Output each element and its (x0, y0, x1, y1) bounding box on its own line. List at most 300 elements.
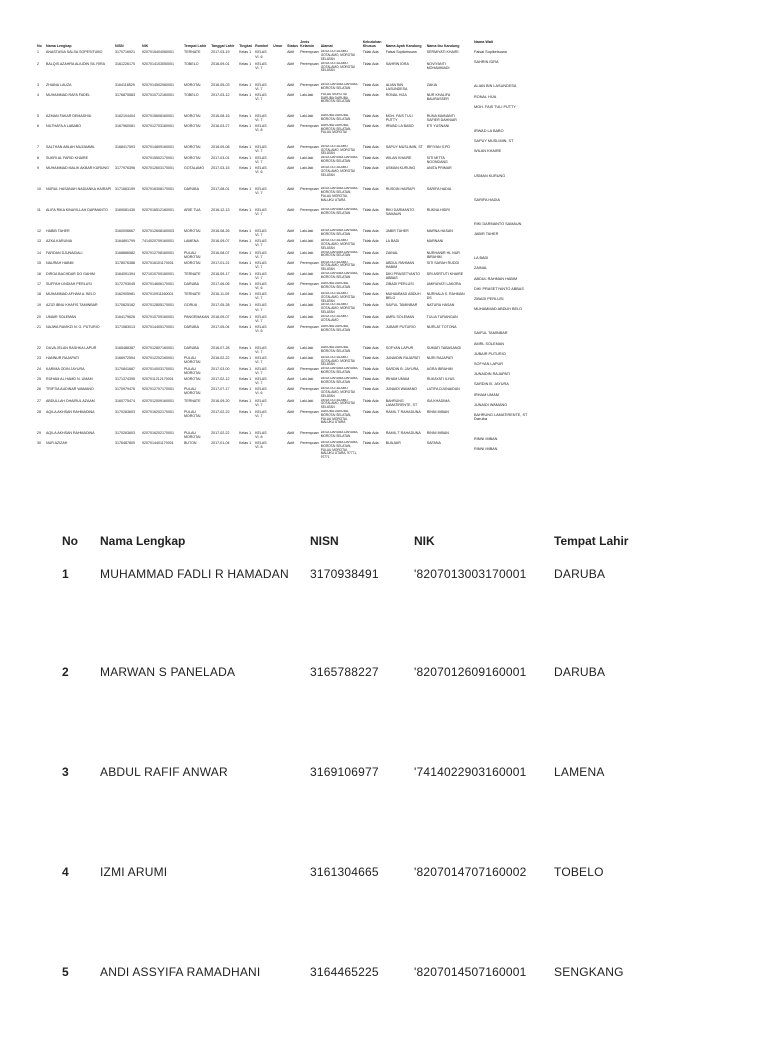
cell-nama: NUR AZIZAH (46, 440, 68, 445)
col-no: No (37, 44, 42, 49)
wali-entry (474, 70, 554, 84)
cell-nama-ayah: BUAJAIR (385, 440, 401, 445)
cell-jenis-kelamin: Laki-laki (300, 271, 314, 276)
cell-tanggal-lahir: 2017-02-12 (211, 377, 230, 382)
cell-alamat: DESA GOTALAMO GOTALAMO (320, 314, 348, 322)
cell-nama-ayah: SAHRIN IDRA (385, 61, 409, 66)
cell-umur (272, 187, 286, 208)
cell-kebutuhan-khusus: Tidak Ada (362, 156, 379, 161)
cell-status: Aktif (287, 303, 295, 308)
student-row (36, 208, 468, 229)
cell-no: 14 (37, 250, 41, 255)
zoom-col-nik: NIK (414, 534, 435, 548)
cell-status: Aktif (287, 123, 295, 128)
cell-status: Aktif (287, 61, 295, 66)
student-table-header (36, 40, 468, 50)
cell-tanggal-lahir: 2017-05-28 (211, 303, 230, 308)
cell-tingkat: Kelas 1 (239, 398, 252, 403)
cell-tanggal-lahir: 2017-05-04 (211, 324, 230, 329)
student-row (36, 62, 468, 83)
cell-nisn: 3171663199 (115, 187, 135, 192)
student-row (36, 325, 468, 346)
cell-nama: AQILA AKHSAN RAHMADINA (46, 430, 95, 435)
cell-tanggal-lahir: 2017-01-21 (211, 260, 230, 265)
cell-status: Aktif (287, 156, 295, 161)
cell-status: Aktif (287, 229, 295, 234)
cell-rombel: KELAS VI. 7 (255, 61, 267, 70)
cell-rombel: KELAS VI. 7 (255, 208, 267, 217)
cell-tanggal-lahir: 2017-01-04 (211, 440, 230, 445)
cell-no: 17 (37, 281, 41, 286)
cell-jenis-kelamin: Laki-laki (300, 250, 314, 255)
wali-entry (474, 242, 554, 256)
cell-nisn: 3166972594 (115, 355, 135, 360)
col-status: Status (287, 44, 299, 49)
student-row (36, 93, 468, 114)
cell-umur (272, 124, 286, 145)
cell-status: Aktif (287, 387, 295, 392)
cell-nama: SUFFAH LINDIAH PERLUSI (46, 281, 92, 286)
cell-no: 1 (37, 50, 39, 55)
cell-nama-ayah: JUNAIDIN RAJAPATI (385, 355, 420, 360)
cell-no: 28 (37, 409, 41, 414)
cell-no: 29 (37, 430, 41, 435)
cell-umur (272, 251, 286, 261)
cell-kebutuhan-khusus: Tidak Ada (362, 430, 379, 435)
cell-tanggal-lahir: 2016-09-07 (211, 314, 230, 319)
cell-alamat: DESA GOTALAMO GOTALAMO, MOROTAI SELATAN (320, 144, 355, 156)
cell-alamat: DESA DARUBA DARUBA, MOROTAI SELATAN (320, 208, 359, 215)
cell-umur (272, 93, 286, 114)
cell-nama-ibu: RINNI IMBAN (426, 430, 449, 435)
cell-status: Aktif (287, 377, 295, 382)
cell-tanggal-lahir: 2016-08-07 (211, 250, 230, 255)
student-row (36, 315, 468, 325)
cell-nik: 9207012708160001 (142, 250, 174, 255)
zoom-cell-nik: '8207014707160002 (414, 865, 527, 879)
cell-nik: 9207012608160003 (142, 229, 174, 234)
cell-alamat: DESA DARUBA DARUBA, MOROTAI SELATAN (320, 156, 359, 163)
cell-jenis-kelamin: Perempuan (300, 144, 319, 149)
cell-tanggal-lahir: 2016-11-09 (211, 291, 230, 296)
cell-alamat: DESA DARUBA DARUBA, MOROTAI SELATAN (320, 229, 359, 236)
cell-nama: TRIFTIA AUDINAR WAMANO (46, 387, 94, 392)
cell-alamat: DESA GOTALAMO GOTALAMO, MOROTAI SELATAN (320, 166, 355, 177)
cell-alamat: DESA DARUBA DARUBA, MOROTAI SELATAN (320, 250, 359, 258)
cell-jenis-kelamin: Perempuan (300, 208, 319, 213)
cell-tempat-lahir: MOROTAI (184, 144, 201, 149)
cell-jenis-kelamin: Laki-laki (300, 113, 314, 118)
cell-nama: UMAIR SOLEMAN (46, 314, 77, 319)
cell-nama-ibu: TULIA TURANGAN (426, 314, 458, 319)
cell-nisn: 3160775474 (115, 398, 135, 403)
cell-nama-ayah: WILAN KHAIRE (385, 156, 412, 161)
cell-tanggal-lahir: 2017-08-01 (211, 187, 230, 192)
cell-tanggal-lahir: 2017-03-01 (211, 156, 230, 161)
cell-tempat-lahir: DARUBA (184, 187, 199, 192)
cell-kebutuhan-khusus: Tidak Ada (362, 409, 379, 414)
wali-entry: IRWAD LA BABO (474, 128, 504, 133)
cell-tempat-lahir: PULAU MOROTAI (184, 409, 201, 419)
cell-no: 16 (37, 271, 41, 276)
cell-kebutuhan-khusus: Tidak Ada (362, 187, 379, 192)
cell-rombel: KELAS VI. 8 (255, 430, 267, 440)
cell-jenis-kelamin: Perempuan (300, 324, 319, 329)
cell-nama-ibu: RUNA MAINANTI SAFIER DAHNIAR (426, 113, 457, 122)
cell-nama-ayah: SARDIN B. JAYURA (385, 367, 419, 372)
cell-alamat: DESA GOTALAMO GOTALAMO, MOROTAI SELATAN (320, 355, 355, 367)
cell-kebutuhan-khusus: Tidak Ada (362, 387, 379, 392)
cell-tempat-lahir: DARUBA (184, 281, 199, 286)
zoom-cell-nama: MUHAMMAD FADLI R HAMADAN (100, 567, 289, 581)
wali-entry: WILAN KHAIRE (474, 149, 502, 154)
cell-no: 13 (37, 239, 41, 244)
cell-nisn: 3165488387 (115, 345, 135, 350)
student-table-body (36, 50, 468, 475)
cell-nama-ibu: SARIFA HADIA (426, 187, 452, 192)
cell-alamat: DESA GOTALAMO GOTALAMO, MOROTAI SELATAN (320, 291, 355, 303)
cell-status: Aktif (287, 239, 295, 244)
wali-entry: SAPUY MUSLIMIN, ST (474, 139, 514, 144)
cell-jenis-kelamin: Perempuan (300, 50, 319, 55)
cell-nik: 9207011212170001 (142, 377, 174, 382)
zoom-cell-nisn: 3164465225 (310, 965, 379, 979)
zoom-cell-nisn: 3169106977 (310, 765, 379, 779)
cell-tingkat: Kelas 1 (239, 430, 252, 435)
cell-no: 20 (37, 314, 41, 319)
cell-alamat: DESA DARUBA DARUBA, MOROTAI SELATAN (320, 82, 359, 90)
zoom-cell-no: 4 (62, 865, 69, 879)
cell-alamat: DESA DARUBA DARUBA, MOROTAI SELATAN (320, 367, 359, 374)
student-row (36, 166, 468, 187)
student-row (36, 292, 468, 303)
cell-tingkat: Kelas 1 (239, 144, 252, 149)
zoomed-table-section (0, 525, 768, 1061)
student-row (36, 399, 468, 410)
cell-alamat: PULAU MOROTAI DARUBA DARUBA, MOROTAI SELATAN (320, 92, 351, 104)
cell-nama-ibu: SAFANA (426, 440, 441, 445)
cell-umur (272, 315, 286, 325)
student-row (36, 272, 468, 282)
cell-rombel: KELAS VI. 6 (255, 387, 267, 396)
cell-nama: AZIZI IBNU KHAFIS TAMINBAR (46, 303, 98, 308)
cell-no: 5 (37, 113, 39, 118)
zoom-cell-nik: '8207012609160001 (414, 665, 527, 679)
cell-nama-ayah: SAIFUL TAMINBAR (385, 303, 418, 308)
cell-nama-ayah: RIKI DARMANTO SAMAUN (385, 208, 415, 217)
cell-nama: MUHAMMAD AFHAM A. BELO (46, 291, 96, 296)
cell-tempat-lahir: PULAU MOROTAI (184, 367, 201, 376)
cell-jenis-kelamin: Laki-laki (300, 92, 314, 97)
wali-entry: RINNI IMBAN (474, 447, 498, 452)
cell-tingkat: Kelas 1 (239, 239, 252, 244)
wali-header: Nama Wali (474, 40, 494, 44)
cell-jenis-kelamin: Perempuan (300, 387, 319, 392)
cell-nama: MUHAMMAD MALIK AKBAR KURUNG (46, 166, 109, 171)
cell-no: 8 (37, 156, 39, 161)
cell-tempat-lahir: PULAU MOROTAI (184, 250, 201, 259)
cell-rombel: KELAS VI. 7 (255, 314, 267, 323)
cell-nisn: 3162104404 (115, 113, 135, 118)
cell-nama: SALTHAN ABLAH MUZAMMIL (46, 144, 96, 149)
cell-rombel: KELAS VI. 7 (255, 229, 267, 238)
cell-alamat: DARUBA DARUBA, MOROTAI SELATAN (320, 345, 351, 353)
student-row (36, 282, 468, 292)
wali-entry: IRHAM UMAM (474, 392, 499, 397)
cell-kebutuhan-khusus: Tidak Ada (362, 144, 379, 149)
cell-tingkat: Kelas 1 (239, 324, 252, 329)
cell-nisn: 3168886582 (115, 250, 135, 255)
student-row (36, 50, 468, 61)
cell-nama-ayah: JABIR TAHER (385, 229, 409, 234)
cell-alamat: DESA DARUBA DARUBA, MOROTAI SELATAN (320, 271, 359, 279)
cell-jenis-kelamin: Perempuan (300, 187, 319, 192)
zoom-cell-nama: ABDUL RAFIF ANWAR (100, 765, 228, 779)
cell-nama-ayah: JUNAIDI WAMANO (385, 387, 418, 392)
cell-tingkat: Kelas 1 (239, 61, 252, 66)
cell-nik: 9207014502060001 (142, 82, 174, 87)
cell-rombel: KELAS VI. 6 (255, 50, 267, 59)
cell-jenis-kelamin: Perempuan (300, 367, 319, 372)
cell-nik: 9207014103050001 (142, 61, 174, 66)
cell-tingkat: Kelas 1 (239, 303, 252, 308)
wali-entry: MOH. FAIS TULI PUTTY (474, 104, 516, 109)
wali-entry (474, 160, 554, 174)
cell-umur (272, 325, 286, 346)
cell-nik: 9207012707170001 (142, 387, 174, 392)
wali-entry: DIKI PRASETYANTO ABBAS (474, 286, 524, 291)
cell-nama: BALQIS AZAHRA ALIUDIN SIL RIRA (46, 61, 105, 66)
cell-umur (272, 229, 286, 239)
cell-rombel: KELAS VI. 7 (255, 367, 267, 376)
cell-rombel: KELAS VI. 7 (255, 355, 267, 364)
cell-tempat-lahir: TOBELO (184, 61, 199, 66)
cell-tanggal-lahir: 2016-02-22 (211, 355, 230, 360)
wali-entry: ALIAN BIN LASUNDESA (474, 84, 517, 89)
cell-rombel: KELAS VI. 7 (255, 260, 267, 269)
cell-status: Aktif (287, 291, 295, 296)
cell-umur (272, 346, 286, 356)
wali-entry: ZIBADI PERLUSI (474, 297, 504, 301)
cell-rombel: KELAS VI. 7 (255, 303, 267, 312)
cell-kebutuhan-khusus: Tidak Ada (362, 166, 379, 171)
cell-nama: ALIFA RIKA KINAYILLAH DARMANTO (46, 208, 108, 213)
wali-entry: USMAN KURUNG (474, 173, 506, 178)
cell-tempat-lahir: TERNATE (184, 50, 201, 55)
cell-rombel: KELAS VI. 6 (255, 166, 267, 175)
cell-nama: ABDULLAH DHAIRUL AZAAM (46, 398, 95, 403)
cell-alamat: DARUBA DARUBA, MOROTAI SELATAN, PULAU MOROTAI (320, 123, 352, 135)
cell-kebutuhan-khusus: Tidak Ada (362, 82, 379, 87)
cell-kebutuhan-khusus: Tidak Ada (362, 208, 379, 213)
cell-tingkat: Kelas 1 (239, 271, 252, 276)
cell-kebutuhan-khusus: Tidak Ada (362, 345, 379, 350)
cell-tingkat: Kelas 1 (239, 156, 252, 161)
cell-rombel: KELAS VI. 7 (255, 271, 267, 281)
cell-alamat: DARUBA DARUBA, MOROTAI SELATAN (320, 324, 351, 332)
cell-status: Aktif (287, 398, 295, 403)
zoomed-table-row (62, 557, 762, 661)
cell-nama-ayah: ABDUL RAHMAN HABIM (385, 260, 415, 269)
cell-nik: 9271010709160001 (142, 271, 174, 276)
cell-nisn: 3160006667 (115, 229, 135, 234)
cell-nama-ibu: AGRA IBRAHIM (426, 367, 453, 372)
cell-kebutuhan-khusus: Tidak Ada (362, 250, 379, 255)
cell-jenis-kelamin: Laki-laki (300, 166, 314, 171)
wali-entry: MUHAMMAD ABDUH BELO (474, 307, 523, 312)
zoomed-table-header (62, 525, 762, 557)
zoom-cell-nisn: 3161304665 (310, 865, 379, 879)
cell-tempat-lahir: ARIE TUA (184, 208, 201, 213)
student-row (36, 356, 468, 367)
cell-alamat: DESA DARUBA DARUBA, MOROTAI SELATAN, PULAU MOROTAI, MALUKU UTARA, 97771, 97771 (320, 440, 359, 460)
cell-tingkat: Kelas 1 (239, 440, 252, 445)
cell-jenis-kelamin: Perempuan (300, 61, 319, 66)
cell-jenis-kelamin: Perempuan (300, 260, 319, 265)
cell-nik: 9207010709160001 (142, 314, 174, 319)
cell-nisn: 3170625182 (115, 303, 135, 308)
cell-nama: AZMAN FAKAR DEMASHIU (46, 113, 92, 118)
zoom-col-nama-lengkap: Nama Lengkap (100, 534, 186, 548)
cell-nama: NURUL HASANAH NADIANKA HAIRAPI (46, 187, 112, 192)
cell-no: 19 (37, 303, 41, 308)
cell-rombel: KELAS VI. 8 (255, 440, 267, 450)
cell-nisn: 3177976396 (115, 166, 135, 171)
cell-nik: 9207014401170001 (142, 440, 174, 445)
cell-nama-ibu: RUKAYATI ILYAS (426, 377, 455, 382)
cell-umur (272, 166, 286, 187)
cell-kebutuhan-khusus: Tidak Ada (362, 303, 379, 308)
cell-kebutuhan-khusus: Tidak Ada (362, 50, 379, 55)
cell-tingkat: Kelas 1 (239, 314, 252, 319)
zoom-cell-nisn: 3170938491 (310, 567, 379, 581)
cell-tanggal-lahir: 2017-06-06 (211, 281, 230, 286)
cell-nama: SUKRI AL FARID KHAIRE (46, 156, 89, 161)
cell-jenis-kelamin: Perempuan (300, 440, 319, 445)
cell-jenis-kelamin: Perempuan (300, 123, 319, 128)
cell-no: 9 (37, 166, 39, 171)
zoom-cell-nisn: 3165788227 (310, 665, 379, 679)
cell-tempat-lahir: TERNATE (184, 398, 201, 403)
student-row (36, 377, 468, 387)
cell-nama-ayah: MOH. FAIS TULI PUTTY (385, 113, 413, 122)
cell-nama: AZKA KARUNIA (46, 239, 73, 244)
cell-no: 4 (37, 92, 39, 97)
cell-status: Aktif (287, 50, 295, 55)
cell-tingkat: Kelas 1 (239, 367, 252, 372)
col-alamat: Alamat (320, 44, 333, 49)
cell-tanggal-lahir: 2017-02-22 (211, 409, 230, 414)
cell-tanggal-lahir: 2016-07-28 (211, 345, 230, 350)
cell-nama: DIRGA BACHDAR DO GAHIM (46, 271, 95, 276)
document-page-overview (0, 0, 768, 500)
cell-tempat-lahir: MOROTAI (184, 82, 201, 87)
cell-rombel: KELAS VI. 7 (255, 156, 267, 165)
cell-tanggal-lahir: 2016-03-27 (211, 123, 230, 128)
cell-no: 15 (37, 260, 41, 265)
cell-no: 6 (37, 123, 39, 128)
cell-tempat-lahir: MOROTAI (184, 113, 201, 118)
cell-nik: 9207012703160001 (142, 123, 174, 128)
cell-rombel: KELAS VI. 7 (255, 239, 267, 248)
cell-nama-ibu: NURI RAJAPATI (426, 355, 454, 360)
cell-jenis-kelamin: Perempuan (300, 281, 319, 286)
cell-status: Aktif (287, 355, 295, 360)
zoom-cell-tempat: LAMENA (554, 765, 605, 779)
zoom-cell-no: 1 (62, 567, 69, 581)
cell-umur (272, 62, 286, 83)
zoomed-table-row (62, 861, 762, 961)
cell-nama-ibu: ISA KHADIMA (426, 398, 450, 403)
cell-no: 21 (37, 324, 41, 329)
cell-kebutuhan-khusus: Tidak Ada (362, 113, 379, 118)
col-tingkat: Tingkat (239, 44, 252, 49)
cell-jenis-kelamin: Laki-laki (300, 239, 314, 244)
cell-nama-ayah: IRHAM UMAM (385, 377, 410, 382)
col-umur: Umur (273, 44, 283, 49)
cell-nisn: 3170841687 (115, 367, 135, 372)
cell-nama-ibu: ANITA PRIMAR (426, 166, 452, 171)
cell-nama-ayah: RAMIL T RAHADUNA (385, 430, 421, 435)
cell-nisn: 3170979476 (115, 387, 135, 392)
cell-tingkat: Kelas 1 (239, 229, 252, 234)
cell-tempat-lahir: PULAU MOROTAI (184, 387, 201, 396)
cell-nama-ayah: JUBAIR PUTURIO (385, 324, 416, 329)
cell-no: 30 (37, 440, 41, 445)
zoom-cell-nama: IZMI ARUMI (100, 865, 168, 879)
cell-tempat-lahir: TERNATE (184, 271, 201, 276)
zoom-cell-tempat: TOBELO (554, 865, 604, 879)
student-row (36, 441, 468, 475)
cell-tempat-lahir: GOTALAMO (184, 166, 205, 171)
place-signature: Daruba (474, 416, 488, 421)
cell-status: Aktif (287, 440, 295, 445)
cell-umur (272, 303, 286, 314)
cell-nisn: 3164118529 (115, 82, 135, 87)
cell-nama-ayah: LA BADI (385, 239, 400, 244)
cell-nik: 9207012805170001 (142, 303, 174, 308)
cell-nama-ibu: MARNA HASAN (426, 229, 453, 234)
cell-kebutuhan-khusus: Tidak Ada (362, 260, 379, 265)
cell-nik: 9207014606170001 (142, 281, 174, 286)
cell-nik: 9207012603170001 (142, 166, 174, 171)
cell-tanggal-lahir: 2017-02-22 (211, 430, 230, 435)
cell-nama: MUHAMMAD RAFA FADEL (46, 92, 91, 97)
zoom-col-nisn: NISN (310, 534, 339, 548)
col-tempat-lahir: Tempat Lahir (184, 44, 207, 49)
cell-nik: 9207014003170001 (142, 367, 174, 372)
cell-nama-ibu: NURHANIR HL NUR IBRAHIM (426, 250, 460, 259)
col-kebutuhan-khusus: Kebutuhan Khusus (362, 40, 382, 49)
wali-entry: RONAL HIJA (474, 94, 497, 99)
cell-jenis-kelamin: Laki-laki (300, 291, 314, 296)
cell-no: 12 (37, 229, 41, 234)
col-jenis-kelamin: Jenis Kelamin (300, 40, 315, 49)
cell-kebutuhan-khusus: Tidak Ada (362, 229, 379, 234)
cell-rombel: KELAS VI. 7 (255, 82, 267, 91)
cell-tempat-lahir: PULAU MOROTAI (184, 355, 201, 364)
zoomed-table-row (62, 761, 762, 861)
cell-status: Aktif (287, 260, 295, 265)
cell-nama: AQILA AKHSAN RAHMADINA (46, 409, 95, 414)
student-row (36, 114, 468, 124)
zoom-cell-no: 2 (62, 665, 69, 679)
cell-status: Aktif (287, 82, 295, 87)
wali-list (474, 50, 554, 457)
cell-alamat: DESA GOTALAMO GOTALAMO, MOROTAI SELATAN (320, 260, 355, 272)
cell-umur (272, 272, 286, 282)
cell-nisn: 3168417593 (115, 144, 135, 149)
